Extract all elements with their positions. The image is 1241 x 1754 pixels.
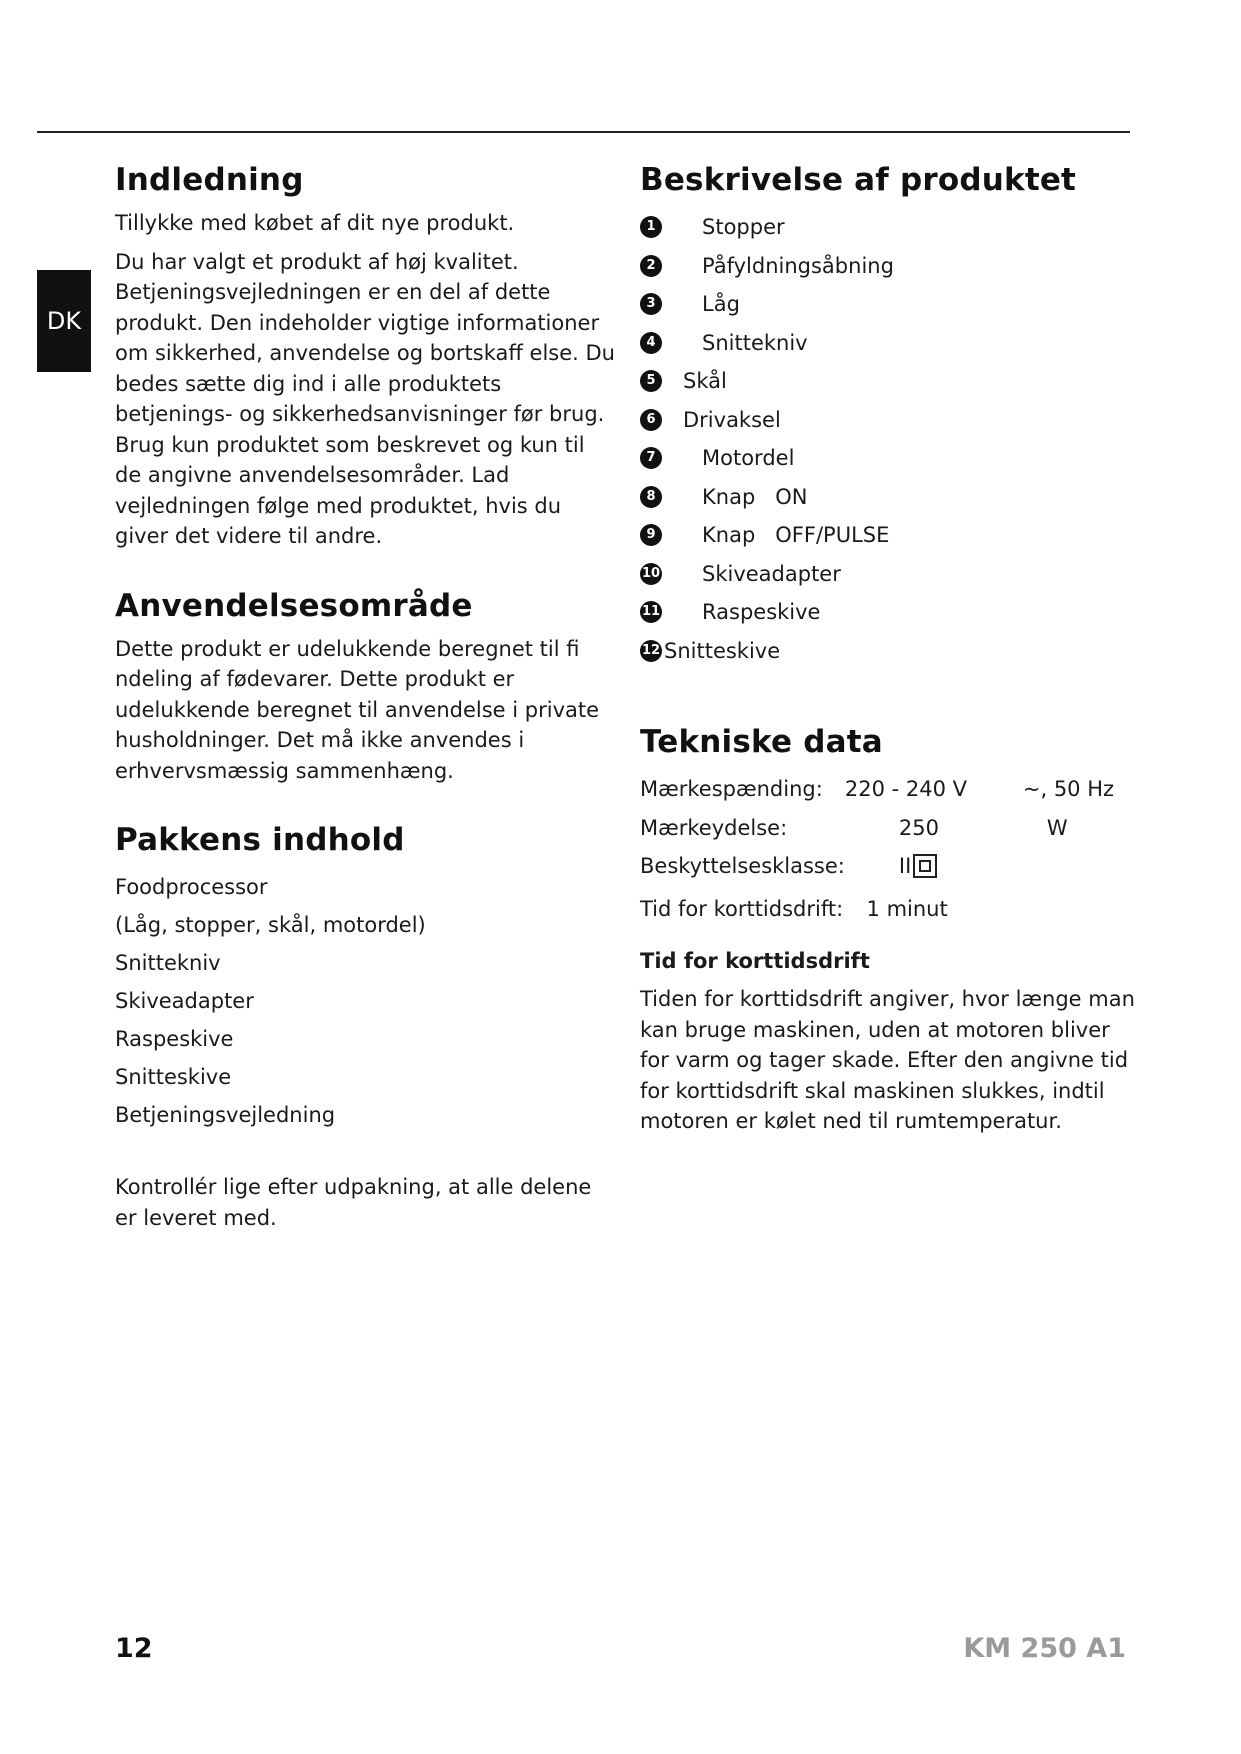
part-label: Skiveadapter: [702, 561, 841, 586]
table-row: [640, 770, 1114, 809]
part-label: Drivaksel: [683, 407, 781, 432]
class-label: Beskyttelsesklasse:: [640, 854, 845, 879]
number-badge: 12: [640, 640, 662, 662]
part-label: Snittekniv: [702, 330, 808, 355]
package-heading: Pakkens indhold: [115, 822, 405, 858]
class-text: II: [898, 854, 912, 879]
protection-class: [899, 854, 937, 878]
number-badge: 5: [640, 370, 662, 392]
part-label: Motordel: [702, 446, 795, 470]
voltage-frequency: ~, 50 Hz: [1022, 777, 1115, 802]
runtime-value: 1 minut: [866, 896, 948, 921]
runtime-paragraph: Tiden for korttidsdrift angiver, hvor længe man kan bruge maskinen, uden at motoren bliver for varm og tager skade. Efter den angivne tid for korttidsdrift skal maskinen slukkes, indtil motoren er kølet ned til rumtemperatur.: [640, 987, 1135, 1133]
part-label: Påfyldningsåbning: [702, 253, 894, 278]
left-column: [115, 160, 615, 1241]
number-badge: 10: [640, 563, 662, 585]
tech-table: [640, 770, 1114, 928]
intro-section: [115, 160, 615, 552]
power-value: 250: [898, 815, 939, 840]
table-row: [640, 847, 1114, 886]
list-item: [640, 247, 1140, 286]
usage-heading: Anvendelsesområde: [115, 587, 473, 624]
runtime-label: Tid for korttidsdrift:: [640, 896, 844, 921]
list-item: [640, 478, 1140, 517]
list-item: [640, 208, 1140, 247]
power-label: Mærkeydelse:: [640, 815, 788, 840]
intro-paragraph-1: Tillykke med købet af dit nye produkt.: [115, 211, 515, 235]
top-rule: [37, 131, 1130, 133]
intro-heading: Indledning: [115, 162, 304, 198]
part-label: Skål: [683, 369, 727, 393]
page-number: 12: [115, 1633, 153, 1664]
number-badge: 6: [640, 409, 662, 431]
part-value: OFF/PULSE: [775, 523, 890, 547]
list-item: Betjeningsvejledning: [115, 1103, 336, 1127]
list-item: Skiveadapter: [115, 989, 254, 1013]
part-label: Knap: [702, 484, 756, 509]
list-item: Raspeskive: [115, 1027, 234, 1051]
number-badge: 8: [640, 486, 662, 508]
model-number: KM 250 A1: [963, 1633, 1126, 1664]
table-row: [640, 886, 1114, 929]
number-badge: 2: [640, 255, 662, 277]
number-badge: 1: [640, 216, 662, 238]
usage-paragraph: Dette produkt er udelukkende beregnet til fi ndeling af fødevarer. Dette produkt er udelukkende beregnet til anvendelse i private husholdninger. Det må ikke anvendes i erhvervsmæssig sammenhæng.: [115, 636, 600, 783]
intro-paragraph-2: Du har valgt et produkt af høj kvalitet. Betjeningsvejledningen er en del af dette produkt. Den indeholder vigtige informationer om sikkerhed, anvendelse og bortskaff else. Du bedes sætte dig ind i alle produktets betjenings- og sikkerhedsanvisninger før brug. Brug kun produktet som beskrevet og kun til de angivne anvendelsesområder. Lad vejledningen følge med produktet, hvis du giver det videre til andre.: [115, 249, 615, 548]
voltage-label: Mærkespænding:: [640, 777, 823, 802]
power-unit: W: [1046, 815, 1068, 840]
part-value: ON: [775, 484, 808, 509]
right-column: [640, 160, 1140, 1145]
package-list: [115, 868, 615, 1134]
runtime-subheading: Tid for korttidsdrift: [640, 949, 870, 973]
list-item: [640, 285, 1140, 324]
list-item: [640, 632, 1140, 671]
voltage-value: 220 - 240 V: [844, 777, 968, 802]
list-item: Foodprocessor: [115, 875, 268, 899]
number-badge: 4: [640, 332, 662, 354]
parts-list: [640, 208, 1140, 670]
tech-heading: Tekniske data: [640, 724, 883, 760]
description-section: [640, 160, 1140, 670]
tech-section: [640, 722, 1140, 1137]
list-item: [640, 324, 1140, 363]
number-badge: 3: [640, 293, 662, 315]
list-item: [640, 516, 1140, 555]
list-item: [640, 362, 1140, 401]
description-heading: Beskrivelse af produktet: [640, 162, 1077, 198]
list-item: Snitteskive: [115, 1065, 232, 1089]
part-label: Snitteskive: [664, 638, 781, 663]
package-section: [115, 820, 615, 1233]
number-badge: 7: [640, 447, 662, 469]
part-label: Raspeskive: [702, 600, 821, 624]
part-label: Knap: [702, 523, 756, 547]
number-badge: 11: [640, 601, 662, 623]
usage-section: [115, 586, 615, 787]
package-note: Kontrollér lige efter udpakning, at alle delene er leveret med.: [115, 1175, 592, 1230]
number-badge: 9: [640, 524, 662, 546]
list-item: [640, 593, 1140, 632]
part-label: Låg: [702, 292, 740, 316]
list-item: Snittekniv: [115, 951, 221, 975]
table-row: [640, 809, 1114, 848]
class-value: [845, 847, 1023, 886]
list-item: (Låg, stopper, skål, motordel): [115, 913, 426, 937]
part-label: Stopper: [702, 215, 785, 239]
language-tab: DK: [37, 270, 91, 372]
list-item: [640, 555, 1140, 594]
double-insulation-icon: [913, 854, 937, 878]
list-item: [640, 439, 1140, 478]
list-item: [640, 401, 1140, 440]
